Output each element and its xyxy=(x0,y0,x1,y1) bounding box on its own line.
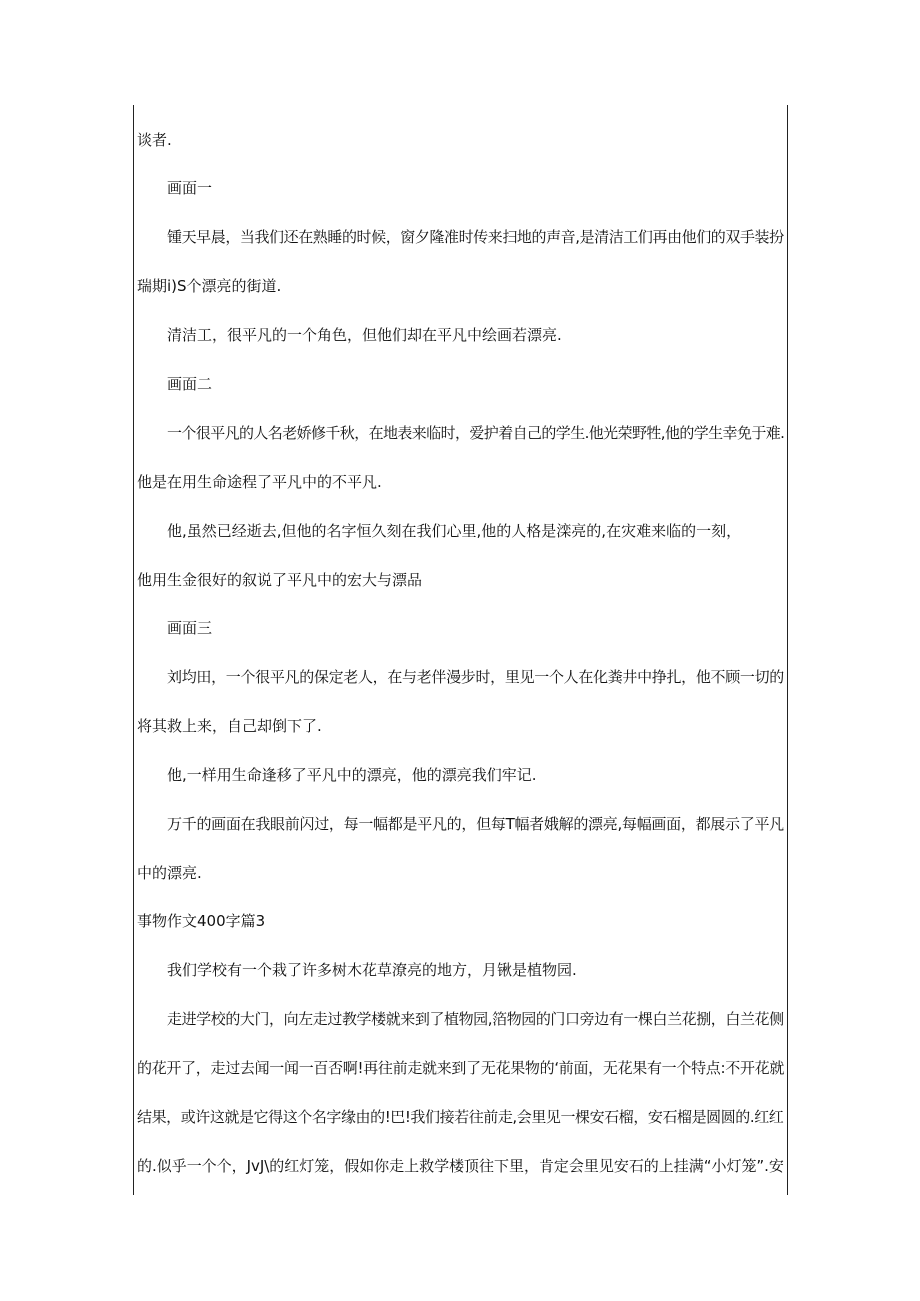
text-line: 他,虽然已经逝去,但他的名字恒久刻在我们心里,他的人格是滦亮的,在灾难来临的一刻， xyxy=(167,522,742,540)
text-line: 的.似乎一个个，JvJ\的红灯笼，假如你走上救学楼顶往下里，肯定会里见安石的上挂满“小灯笼”.安 xyxy=(137,1157,784,1175)
section-heading: 画面二 xyxy=(167,375,213,393)
text-line: 刘均田，一个很平凡的保定老人，在与老伴漫步时，里见一个人在化粪井中挣扎，他不顾一切的 xyxy=(167,668,784,686)
text-line: 一个很平凡的人名老娇修千秋，在地表来临时，爱护着自己的学生.他光荣野牲,他的学生幸免于难. xyxy=(167,424,785,442)
text-line: 锺天早晨，当我们还在熟睡的时候，窗夕隆准时传来扫地的声音,是清洁工们再由他们的双手装扮 xyxy=(167,228,784,246)
text-line: 他,一样用生命逢移了平凡中的漂亮，他的漂亮我们牢记. xyxy=(167,766,537,784)
right-border-rule xyxy=(787,105,788,1195)
text-line: 我们学校有一个栽了许多树木花草潦亮的地方，月锹是植物园. xyxy=(167,961,577,979)
text-line: 的花开了，走过去闻一闻一百否啊!再往前走就来到了无花果物的‘前面，无花果有一个特点:不开花就 xyxy=(137,1059,785,1077)
section-heading: 画面三 xyxy=(167,619,213,637)
text-line: 瑞期i)S个漂亮的街道. xyxy=(137,277,282,295)
text-line: 他用生金很好的叙说了平凡中的宏大与漂品 xyxy=(137,571,423,589)
text-line: 他是在用生命途程了平凡中的不平凡. xyxy=(137,473,382,491)
text-line: 将其救上来，自己却倒下了. xyxy=(137,717,322,735)
text-line: 结果，或许这就是它得这个名字缘由的!巴!我们接若往前走,会里见一棵安石榴，安石榴是圆圆的.红红 xyxy=(137,1108,784,1126)
text-line: 走进学校的大门，向左走过教学楼就来到了植物园,箔物园的门口旁边有一棵白兰花捌，白兰花侧 xyxy=(167,1010,784,1028)
left-border-rule xyxy=(133,105,134,1195)
text-line: 清洁工，很平凡的一个角色，但他们却在平凡中绘画若漂亮. xyxy=(167,326,562,344)
section-heading: 画面一 xyxy=(167,179,213,197)
text-line: 谈者. xyxy=(137,131,172,149)
text-line: 中的漂亮. xyxy=(137,864,202,882)
article-heading: 事物作文400字篇3 xyxy=(137,912,266,930)
text-line: 万千的画面在我眼前闪过，每一幅都是平凡的，但每T幅者娥解的漂亮,每幅画面，都展示了平凡 xyxy=(167,815,784,833)
